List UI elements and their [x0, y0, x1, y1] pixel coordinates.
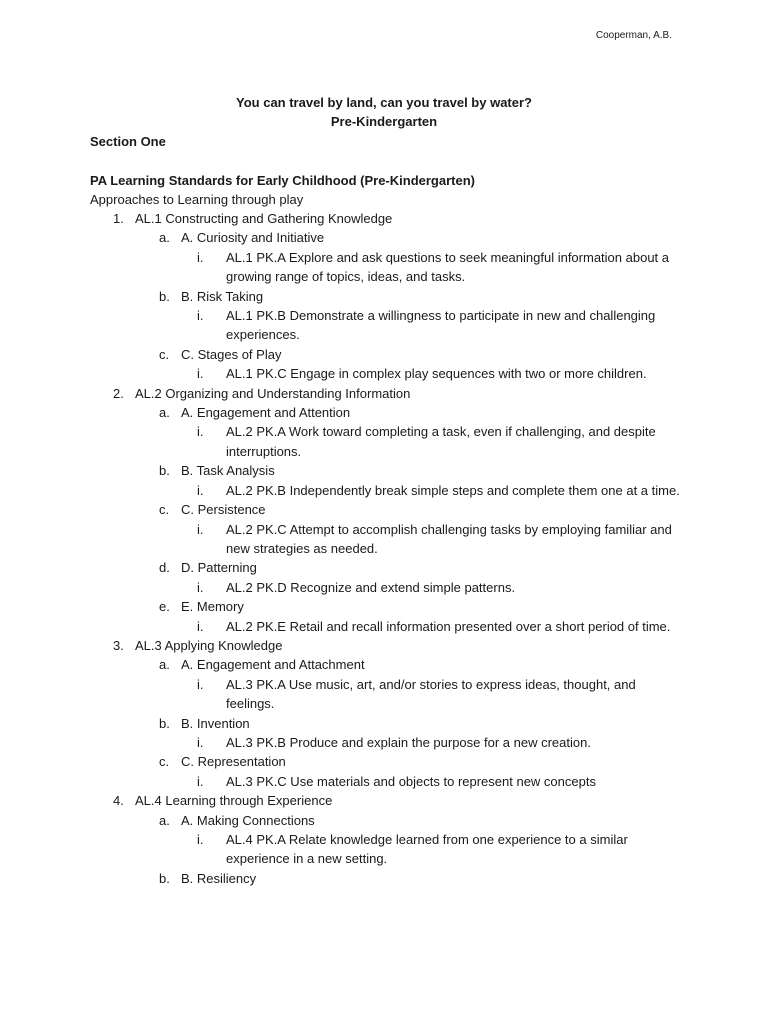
outline-item-level1 — [0, 791, 768, 810]
intro-text: Approaches to Learning through play — [90, 192, 304, 207]
outline-item-level2 — [0, 500, 768, 519]
outline-item-level2 — [0, 869, 768, 888]
outline-item-level2 — [0, 461, 768, 480]
list-item-text: AL.2 PK.A Work toward completing a task, even if challenging, and despite interruptions. — [226, 424, 656, 459]
list-marker: a. — [159, 812, 170, 828]
list-marker: b. — [159, 288, 170, 304]
list-marker: d. — [159, 560, 170, 576]
outline-item-level2 — [0, 714, 768, 733]
outline-item-level2 — [0, 811, 768, 830]
outline-item-level1 — [0, 384, 768, 403]
list-marker: i. — [197, 618, 204, 634]
list-marker: i. — [197, 424, 204, 440]
list-marker: 4. — [113, 793, 124, 809]
outline-item-level3 — [0, 578, 681, 597]
list-item-text: B. Invention — [181, 715, 250, 731]
list-item-text: B. Risk Taking — [181, 288, 264, 304]
list-marker: i. — [197, 308, 204, 324]
outline-item-level3 — [0, 675, 681, 714]
list-marker: i. — [197, 676, 204, 692]
list-item-text: A. Curiosity and Initiative — [181, 230, 325, 246]
outline-item-level3 — [0, 520, 681, 559]
list-marker: b. — [159, 463, 170, 479]
list-item-text: AL.2 PK.B Independently break simple steps and complete them one at a time. — [226, 482, 680, 498]
list-marker: c. — [159, 502, 170, 518]
list-item-text: AL.3 PK.A Use music, art, and/or stories to express ideas, thought, and feelings. — [226, 676, 636, 712]
list-item-text: D. Patterning — [181, 560, 257, 576]
list-marker: i. — [197, 249, 204, 265]
outline-item-level3 — [0, 617, 681, 636]
outline-item-level3 — [0, 733, 681, 752]
document-title: You can travel by land, can you travel by water? — [236, 95, 532, 110]
list-marker: i. — [197, 734, 204, 750]
list-item-text: AL.2 PK.C Attempt to accomplish challenging tasks by employing familiar and new strategies as needed. — [226, 521, 672, 556]
list-item-text: B. Task Analysis — [181, 463, 275, 479]
section-heading: Section One — [90, 134, 166, 149]
list-item-text: AL.3 Applying Knowledge — [135, 637, 283, 653]
list-marker: i. — [197, 579, 204, 595]
outline-item-level2 — [0, 228, 768, 247]
list-marker: c. — [159, 754, 170, 770]
list-marker: i. — [197, 832, 204, 847]
list-item-text: A. Making Connections — [181, 812, 315, 828]
list-item-text: C. Persistence — [181, 502, 266, 518]
list-item-text: AL.3 PK.B Produce and explain the purpose for a new creation. — [226, 734, 591, 750]
list-marker: c. — [159, 346, 170, 362]
list-item-text: B. Resiliency — [181, 870, 257, 886]
list-marker: e. — [159, 599, 170, 615]
list-item-text: AL.4 PK.A Relate knowledge learned from one experience to a similar experience in a new setting. — [226, 832, 628, 867]
list-marker: i. — [197, 482, 204, 498]
list-item-text: C. Stages of Play — [181, 346, 282, 362]
outline-item-level2 — [0, 287, 768, 306]
list-item-text: AL.1 PK.B Demonstrate a willingness to participate in new and challenging experiences. — [226, 308, 656, 343]
outline-item-level2 — [0, 403, 768, 422]
outline-item-level1 — [0, 636, 768, 655]
list-marker: a. — [159, 657, 170, 673]
outline-item-level2 — [0, 345, 768, 364]
list-item-text: A. Engagement and Attachment — [181, 657, 365, 673]
outline-item-level3 — [0, 481, 681, 500]
list-item-text: A. Engagement and Attention — [181, 405, 351, 421]
outline-item-level1 — [0, 209, 768, 228]
list-marker: 2. — [113, 385, 124, 401]
outline-item-level3 — [0, 248, 681, 287]
standards-heading: PA Learning Standards for Early Childhood (Pre-Kindergarten) — [90, 173, 475, 188]
list-item-text: AL.2 PK.E Retail and recall information presented over a short period of time. — [226, 618, 671, 634]
list-item-text: AL.3 PK.C Use materials and objects to represent new concepts — [226, 773, 596, 789]
list-marker: 1. — [113, 211, 124, 226]
list-marker: i. — [197, 521, 204, 537]
list-marker: b. — [159, 870, 170, 886]
header-author: Cooperman, A.B. — [595, 30, 672, 41]
outline-item-level2 — [0, 752, 768, 771]
list-item-text: AL.1 Constructing and Gathering Knowledge — [135, 211, 393, 226]
list-marker: a. — [159, 405, 170, 421]
list-item-text: C. Representation — [181, 754, 286, 770]
list-item-text: AL.1 PK.A Explore and ask questions to seek meaningful information about a growing range of topics, ideas, and tasks. — [226, 249, 669, 285]
list-item-text: E. Memory — [181, 599, 244, 615]
list-item-text: AL.2 Organizing and Understanding Information — [135, 385, 411, 401]
outline-item-level3 — [0, 830, 681, 869]
list-marker: 3. — [113, 637, 124, 653]
list-item-text: AL.1 PK.C Engage in complex play sequences with two or more children. — [226, 366, 647, 382]
list-marker: i. — [197, 366, 204, 382]
outline-item-level2 — [0, 655, 768, 674]
standards-outline — [0, 209, 768, 888]
outline-item-level3 — [0, 364, 681, 383]
document-subtitle: Pre-Kindergarten — [330, 114, 438, 129]
list-marker: i. — [197, 773, 204, 789]
outline-item-level2 — [0, 597, 768, 616]
outline-item-level3 — [0, 422, 681, 461]
outline-item-level3 — [0, 772, 681, 791]
list-marker: b. — [159, 715, 170, 731]
list-item-text: AL.4 Learning through Experience — [135, 793, 333, 809]
outline-item-level3 — [0, 306, 681, 345]
outline-item-level2 — [0, 558, 768, 577]
list-marker: a. — [159, 230, 170, 246]
list-item-text: AL.2 PK.D Recognize and extend simple patterns. — [226, 579, 516, 595]
